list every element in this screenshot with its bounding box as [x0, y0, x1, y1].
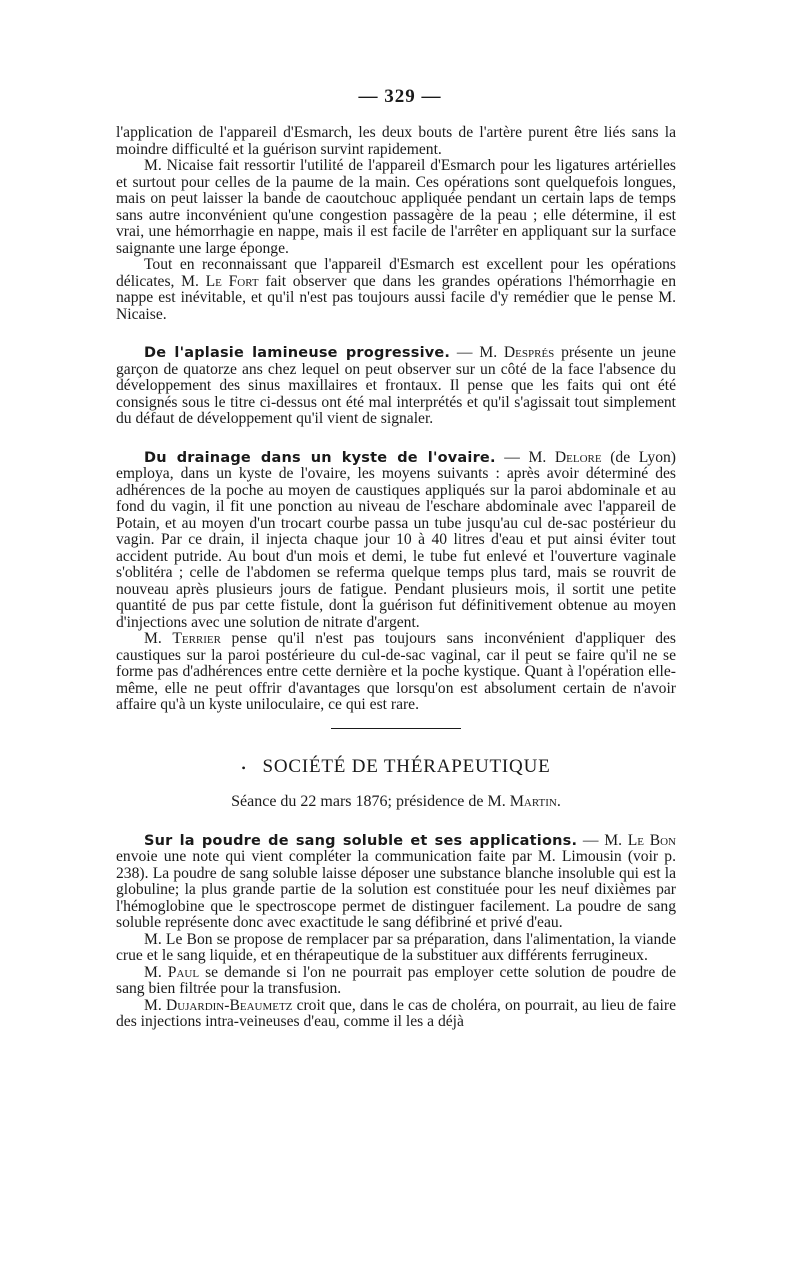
paragraph-paul: M. Paul se demande si l'on ne pourrait pas employer cette solution de poudre de sang bien filtrée pour la transfusion.	[116, 963, 676, 997]
author-name: Terrier	[172, 630, 221, 647]
paragraph-nicaise: M. Nicaise fait ressortir l'utilité de l'appareil d'Esmarch pour les ligatures artérielles et surtout pour celles de la paume de la main. Ces opérations sont quelquefois longues, mais on peut laisser la bande de caoutchouc appliquée pendant un certain laps de temps sans autre inconvénient qu'une congestion passagère de la peau ; elle détermine, il est vrai, une hémorrhagie en nappe, mais il est facile de l'arrêter en appliquant sur la surface saignante une large éponge.	[116, 157, 676, 257]
author-name: Dujardin-Beaumetz	[165, 996, 293, 1014]
author-name: Le Fort	[205, 272, 259, 290]
section-aplasie: De l'aplasie lamineuse progressive. — M. Després présente un jeune garçon de quatorze ans chez lequel on peut observer sur un côté de la face l'absence du développement des sinus maxillaires et frontaux. Il pense que les faits qui ont été consignés sous le titre ci-dessus ont été mal interprétés et qu'il s'agissait tout simplement du défaut de développement qu'il vient de signaler.	[116, 344, 676, 427]
author-name: Delore	[554, 448, 602, 466]
section-divider	[331, 728, 461, 729]
section-title: Sur la poudre de sang soluble et ses applications.	[144, 832, 578, 849]
paragraph-terrier: M. Terrier pense qu'il n'est pas toujours sans inconvénient d'appliquer des caustiques sur la paroi postérieure du cul-de-sac vaginal, car il peut se faire qu'il ne se forme pas d'adhérences entre cette dernière et la poche kystique. Quant à l'opération elle-même, elle ne peut offrir d'avantages que lorsqu'on est absolument certain de n'avoir affaire qu'à un kyste uniloculaire, ce qui est rare.	[116, 630, 676, 713]
paragraph-continuation: l'application de l'appareil d'Esmarch, les deux bouts de l'artère purent être liés sans la moindre difficulté et la guérison survint rapidement.	[116, 124, 676, 158]
section-poudre-de-sang: Sur la poudre de sang soluble et ses applications. — M. Le Bon envoie une note qui vient compléter la communication faite par M. Limousin (voir p. 238). La poudre de sang soluble laisse déposer une substance blanche insoluble qui est la globuline; la plus grande partie de la solution est constituée pour les neuf dixièmes par l'hémoglobine que le spectroscope permet de distinguer facilement. La poudre de sang soluble représente donc avec exactitude le sang défibriné et privé d'eau.	[116, 831, 676, 931]
paragraph-le-fort: Tout en reconnaissant que l'appareil d'Esmarch est excellent pour les opérations délicates, M. Le Fort fait observer que dans les grandes opérations l'hémorrhagie en nappe est inévitable, et qu'il n'est pas toujours aussi facile d'y remédier que le pense M. Nicaise.	[116, 256, 676, 323]
body-text	[116, 125, 676, 1031]
paragraph-dujardin-beaumetz: M. Dujardin-Beaumetz croit que, dans le cas de choléra, on pourrait, au lieu de faire des injections intra-veineuses d'eau, comme il les a déjà	[116, 996, 676, 1030]
session-line: Séance du 22 mars 1876; présidence de M. Martin.	[231, 793, 561, 810]
author-name: Le Bon	[627, 831, 676, 849]
paragraph-le-bon: M. Le Bon se propose de remplacer par sa préparation, dans l'alimentation, la viande crue et le sang liquide, et en thérapeutique de la substituer aux différents ferrugineux.	[116, 930, 676, 964]
section-title: Du drainage dans un kyste de l'ovaire.	[144, 449, 496, 466]
page-number: — 329 —	[358, 86, 442, 107]
section-drainage: Du drainage dans un kyste de l'ovaire. — M. Delore (de Lyon) employa, dans un kyste de l'ovaire, les moyens suivants : après avoir déterminé des adhérences de la poche au moyen de caustiques appliqués sur la paroi abdominale et au fond du vagin, il fit une ponction au niveau de l'eschare abdominale avec l'appareil de Potain, et au moyen d'un trocart courbe passa un tube jusqu'au cul de-sac postérieur du vagin. Par ce drain, il injecta chaque jour 10 à 40 litres d'eau et put ainsi éviter tout accident putride. Au bout d'un mois et demi, le tube fut enlevé et l'ouverture vaginale s'oblitéra ; celle de l'abdomen se referma quelque temps plus tard, mais se rouvrit de nouveau après plusieurs jours de fatigue. Pendant plusieurs mois, il sortit une petite quantité de pus par cette fistule, dont la guérison fut définitivement obtenue au moyen d'injections avec une solution de nitrate d'argent.	[116, 448, 676, 631]
bullet-mark: •	[241, 760, 247, 775]
author-name: Després	[503, 344, 555, 361]
society-heading: • SOCIÉTÉ DE THÉRAPEUTIQUE	[241, 755, 551, 777]
author-name: Paul	[167, 963, 200, 981]
section-title: De l'aplasie lamineuse progressive.	[144, 345, 451, 361]
president-name: Martin	[509, 793, 557, 810]
